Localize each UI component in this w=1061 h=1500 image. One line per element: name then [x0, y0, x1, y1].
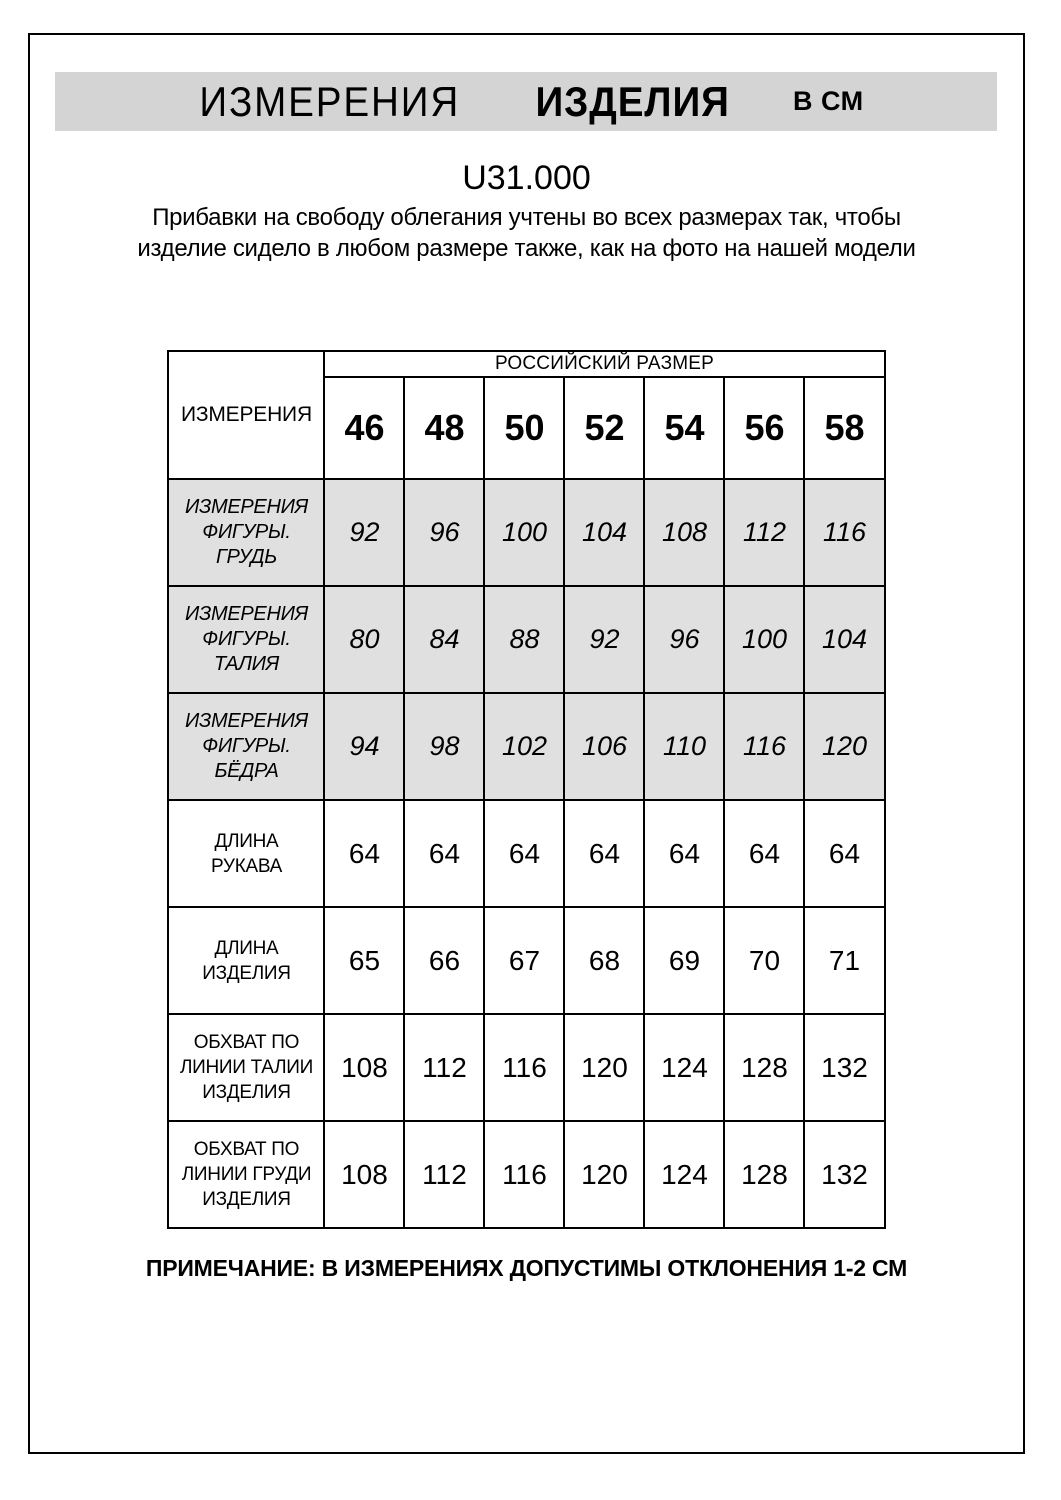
- value-cell: 132: [804, 1014, 884, 1121]
- value-cell: 112: [404, 1014, 484, 1121]
- product-code: U31.000: [462, 159, 591, 197]
- size-column-header: 50: [484, 377, 564, 479]
- size-column-header: 54: [644, 377, 724, 479]
- page-title-product: ИЗДЕЛИЯ: [535, 77, 730, 125]
- value-cell: 104: [564, 479, 644, 586]
- value-cell: 108: [324, 1121, 404, 1228]
- table-row: [168, 479, 884, 586]
- table-row: [168, 1014, 884, 1121]
- size-column-header: 48: [404, 377, 484, 479]
- value-cell: 94: [324, 693, 404, 800]
- row-label: ИЗМЕРЕНИЯ ФИГУРЫ. ТАЛИЯ: [168, 586, 324, 693]
- value-cell: 132: [804, 1121, 884, 1228]
- value-cell: 116: [484, 1121, 564, 1228]
- size-column-header: 52: [564, 377, 644, 479]
- value-cell: 96: [404, 479, 484, 586]
- value-cell: 65: [324, 907, 404, 1014]
- value-cell: 92: [564, 586, 644, 693]
- value-cell: 100: [484, 479, 564, 586]
- page-frame: [28, 33, 1025, 1454]
- value-cell: 116: [724, 693, 804, 800]
- page-title-units: В СМ: [793, 86, 864, 116]
- value-cell: 120: [804, 693, 884, 800]
- row-label: ДЛИНА ИЗДЕЛИЯ: [168, 907, 324, 1014]
- size-table-body: [168, 479, 884, 1228]
- value-cell: 128: [724, 1014, 804, 1121]
- title-bar: [55, 72, 997, 131]
- value-cell: 104: [804, 586, 884, 693]
- value-cell: 108: [324, 1014, 404, 1121]
- value-cell: 84: [404, 586, 484, 693]
- value-cell: 108: [644, 479, 724, 586]
- row-label: ДЛИНА РУКАВА: [168, 800, 324, 907]
- value-cell: 96: [644, 586, 724, 693]
- value-cell: 88: [484, 586, 564, 693]
- value-cell: 106: [564, 693, 644, 800]
- value-cell: 112: [404, 1121, 484, 1228]
- table-row: [168, 800, 884, 907]
- value-cell: 124: [644, 1121, 724, 1228]
- value-cell: 116: [484, 1014, 564, 1121]
- value-cell: 120: [564, 1014, 644, 1121]
- value-cell: 112: [724, 479, 804, 586]
- value-cell: 110: [644, 693, 724, 800]
- size-column-header: 56: [724, 377, 804, 479]
- value-cell: 128: [724, 1121, 804, 1228]
- value-cell: 69: [644, 907, 724, 1014]
- value-cell: 102: [484, 693, 564, 800]
- value-cell: 64: [324, 800, 404, 907]
- row-label: ИЗМЕРЕНИЯ ФИГУРЫ. БЁДРА: [168, 693, 324, 800]
- size-group-header-row: [168, 351, 884, 377]
- value-cell: 66: [404, 907, 484, 1014]
- tolerance-note: ПРИМЕЧАНИЕ: В ИЗМЕРЕНИЯХ ДОПУСТИМЫ ОТКЛОНЕНИЯ 1-2 СМ: [145, 1255, 908, 1281]
- value-cell: 98: [404, 693, 484, 800]
- product-description: Прибавки на свободу облегания учтены во всех размерах так, чтобы изделие сидело в любом размере также, как на фото на нашей модели: [137, 204, 916, 262]
- russian-size-header: РОССИЙСКИЙ РАЗМЕР: [324, 351, 884, 377]
- value-cell: 71: [804, 907, 884, 1014]
- table-row: [168, 1121, 884, 1228]
- value-cell: 64: [644, 800, 724, 907]
- row-label: ОБХВАТ ПО ЛИНИИ ТАЛИИ ИЗДЕЛИЯ: [168, 1014, 324, 1121]
- value-cell: 68: [564, 907, 644, 1014]
- size-column-header: 46: [324, 377, 404, 479]
- value-cell: 64: [404, 800, 484, 907]
- value-cell: 64: [564, 800, 644, 907]
- value-cell: 70: [724, 907, 804, 1014]
- size-column-header: 58: [804, 377, 884, 479]
- size-table: [167, 350, 885, 1229]
- table-row: [168, 586, 884, 693]
- row-label: ОБХВАТ ПО ЛИНИИ ГРУДИ ИЗДЕЛИЯ: [168, 1121, 324, 1228]
- value-cell: 116: [804, 479, 884, 586]
- row-label: ИЗМЕРЕНИЯ ФИГУРЫ. ГРУДЬ: [168, 479, 324, 586]
- table-row: [168, 907, 884, 1014]
- value-cell: 64: [724, 800, 804, 907]
- value-cell: 67: [484, 907, 564, 1014]
- value-cell: 80: [324, 586, 404, 693]
- value-cell: 64: [484, 800, 564, 907]
- measurements-corner-label: ИЗМЕРЕНИЯ: [168, 351, 324, 479]
- value-cell: 100: [724, 586, 804, 693]
- value-cell: 64: [804, 800, 884, 907]
- table-row: [168, 693, 884, 800]
- value-cell: 120: [564, 1121, 644, 1228]
- value-cell: 92: [324, 479, 404, 586]
- page-title-measurements: ИЗМЕРЕНИЯ: [199, 77, 461, 125]
- value-cell: 124: [644, 1014, 724, 1121]
